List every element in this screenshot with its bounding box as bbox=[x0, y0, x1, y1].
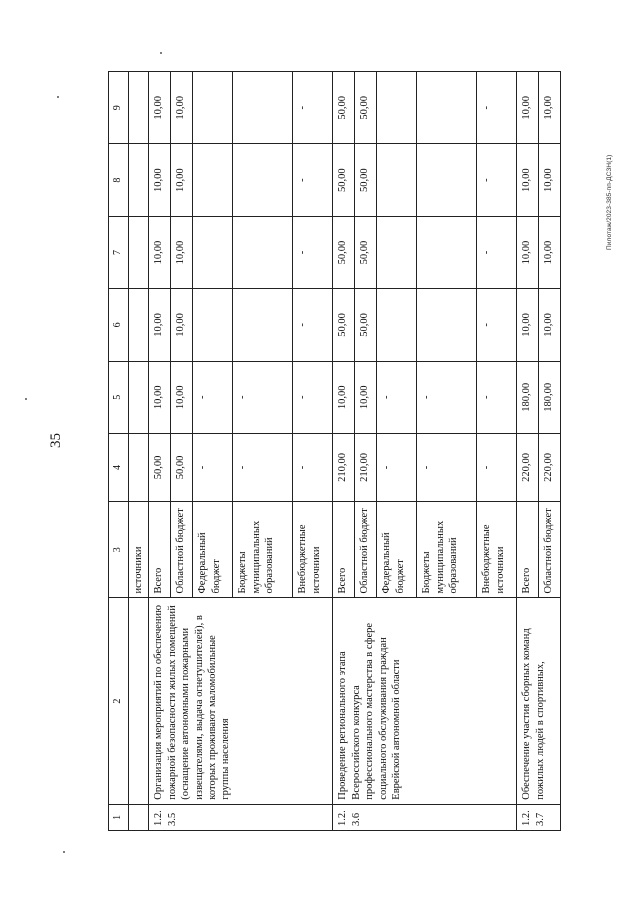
value-cell: 10,00 bbox=[539, 144, 561, 216]
value-cell bbox=[233, 144, 293, 216]
value-cell: 50,00 bbox=[355, 72, 377, 144]
value-cell: - bbox=[477, 289, 517, 361]
column-header: 9 bbox=[109, 72, 129, 144]
value-cell: 220,00 bbox=[539, 433, 561, 501]
value-cell bbox=[377, 289, 417, 361]
value-cell: 10,00 bbox=[333, 361, 355, 433]
value-cell bbox=[233, 289, 293, 361]
value-cell: 50,00 bbox=[171, 433, 193, 501]
value-cell: - bbox=[477, 216, 517, 288]
value-cell: - bbox=[233, 361, 293, 433]
value-cell: 210,00 bbox=[333, 433, 355, 501]
value-cell: 210,00 bbox=[355, 433, 377, 501]
row-number-cell: 1.2.3.7 bbox=[517, 804, 561, 830]
value-cell: 50,00 bbox=[355, 144, 377, 216]
value-cell: 50,00 bbox=[355, 289, 377, 361]
table-body bbox=[109, 72, 561, 831]
value-cell: 50,00 bbox=[355, 216, 377, 288]
empty-cell bbox=[128, 216, 148, 288]
source-name-cell: источники bbox=[128, 501, 148, 598]
value-cell: 10,00 bbox=[171, 144, 193, 216]
value-cell: - bbox=[293, 433, 333, 501]
page-number: 35 bbox=[48, 433, 64, 448]
value-cell: - bbox=[417, 433, 477, 501]
value-cell: - bbox=[293, 144, 333, 216]
value-cell bbox=[417, 216, 477, 288]
value-cell: 10,00 bbox=[149, 289, 171, 361]
value-cell: - bbox=[477, 144, 517, 216]
value-cell: 50,00 bbox=[333, 72, 355, 144]
value-cell: 10,00 bbox=[517, 72, 539, 144]
measure-title-cell: Организация мероприятий по обеспечению пожарной безопасности жилых помещений (оснащение автономными пожарными извещателями, выдача огнетушителей), в которых проживают маломобильные группы населения bbox=[149, 598, 333, 804]
value-cell: 10,00 bbox=[355, 361, 377, 433]
column-header: 4 bbox=[109, 433, 129, 501]
continuation-row bbox=[128, 72, 148, 831]
value-cell: - bbox=[477, 433, 517, 501]
scan-speck bbox=[57, 96, 59, 98]
row-number-cell: 1.2.3.6 bbox=[333, 804, 517, 830]
source-name-cell: Всего bbox=[517, 501, 539, 598]
value-cell bbox=[377, 216, 417, 288]
value-cell bbox=[193, 289, 233, 361]
budget-table bbox=[108, 71, 561, 831]
table-row bbox=[333, 72, 355, 831]
value-cell: 50,00 bbox=[333, 216, 355, 288]
value-cell: - bbox=[193, 433, 233, 501]
value-cell bbox=[417, 289, 477, 361]
footer-document-code: Пилотаж/2023-385-пп-ДСЗН(1) bbox=[606, 154, 613, 250]
column-header: 7 bbox=[109, 216, 129, 288]
value-cell: 10,00 bbox=[171, 72, 193, 144]
empty-cell bbox=[128, 433, 148, 501]
source-name-cell: Внебюджетные источники bbox=[477, 501, 517, 598]
table-row bbox=[149, 72, 171, 831]
source-name-cell: Федеральный бюджет bbox=[193, 501, 233, 598]
source-name-cell: Бюджеты муниципальных образований bbox=[417, 501, 477, 598]
value-cell bbox=[417, 144, 477, 216]
value-cell bbox=[377, 72, 417, 144]
value-cell bbox=[193, 216, 233, 288]
value-cell: 180,00 bbox=[539, 361, 561, 433]
column-header-row bbox=[109, 72, 129, 831]
value-cell: 10,00 bbox=[539, 216, 561, 288]
column-header: 8 bbox=[109, 144, 129, 216]
value-cell: 180,00 bbox=[517, 361, 539, 433]
value-cell: 10,00 bbox=[517, 289, 539, 361]
value-cell: 10,00 bbox=[171, 361, 193, 433]
value-cell bbox=[193, 72, 233, 144]
value-cell: 50,00 bbox=[149, 433, 171, 501]
column-header: 6 bbox=[109, 289, 129, 361]
value-cell bbox=[233, 72, 293, 144]
empty-cell bbox=[128, 804, 148, 830]
value-cell: - bbox=[293, 72, 333, 144]
value-cell: 10,00 bbox=[171, 216, 193, 288]
value-cell: 220,00 bbox=[517, 433, 539, 501]
value-cell: - bbox=[477, 361, 517, 433]
empty-cell bbox=[128, 72, 148, 144]
value-cell: 50,00 bbox=[333, 289, 355, 361]
value-cell: 50,00 bbox=[333, 144, 355, 216]
source-name-cell: Всего bbox=[333, 501, 355, 598]
source-name-cell: Областной бюджет bbox=[355, 501, 377, 598]
source-name-cell: Областной бюджет bbox=[171, 501, 193, 598]
empty-cell bbox=[128, 598, 148, 804]
column-header: 3 bbox=[109, 501, 129, 598]
value-cell: - bbox=[193, 361, 233, 433]
measure-title-cell: Проведение регионального этапа Всероссийского конкурса профессионального мастерства в сфере социального обслуживания граждан Еврейской автономной области bbox=[333, 598, 517, 804]
source-name-cell: Федеральный бюджет bbox=[377, 501, 417, 598]
value-cell: - bbox=[417, 361, 477, 433]
empty-cell bbox=[128, 289, 148, 361]
column-header: 1 bbox=[109, 804, 129, 830]
empty-cell bbox=[128, 361, 148, 433]
value-cell: 10,00 bbox=[149, 216, 171, 288]
row-number-cell: 1.2.3.5 bbox=[149, 804, 333, 830]
value-cell: - bbox=[293, 216, 333, 288]
value-cell bbox=[193, 144, 233, 216]
scan-speck bbox=[25, 398, 27, 400]
value-cell bbox=[377, 144, 417, 216]
column-header: 2 bbox=[109, 598, 129, 804]
value-cell: 10,00 bbox=[539, 72, 561, 144]
value-cell: - bbox=[293, 361, 333, 433]
budget-table-rotated bbox=[108, 71, 580, 831]
source-name-cell: Всего bbox=[149, 501, 171, 598]
table-row bbox=[517, 72, 539, 831]
source-name-cell: Внебюджетные источники bbox=[293, 501, 333, 598]
value-cell: - bbox=[377, 433, 417, 501]
value-cell: - bbox=[477, 72, 517, 144]
value-cell: - bbox=[293, 289, 333, 361]
value-cell bbox=[417, 72, 477, 144]
scan-speck bbox=[63, 851, 65, 853]
value-cell: 10,00 bbox=[149, 144, 171, 216]
source-name-cell: Областной бюджет bbox=[539, 501, 561, 598]
column-header: 5 bbox=[109, 361, 129, 433]
value-cell bbox=[233, 216, 293, 288]
value-cell: 10,00 bbox=[517, 144, 539, 216]
value-cell: - bbox=[233, 433, 293, 501]
value-cell: 10,00 bbox=[171, 289, 193, 361]
value-cell: 10,00 bbox=[517, 216, 539, 288]
value-cell: 10,00 bbox=[539, 289, 561, 361]
source-name-cell: Бюджеты муниципальных образований bbox=[233, 501, 293, 598]
value-cell: - bbox=[377, 361, 417, 433]
value-cell: 10,00 bbox=[149, 361, 171, 433]
scan-speck bbox=[160, 52, 162, 54]
measure-title-cell: Обеспечение участия сборных команд пожилых людей в спортивных, bbox=[517, 598, 561, 804]
empty-cell bbox=[128, 144, 148, 216]
value-cell: 10,00 bbox=[149, 72, 171, 144]
